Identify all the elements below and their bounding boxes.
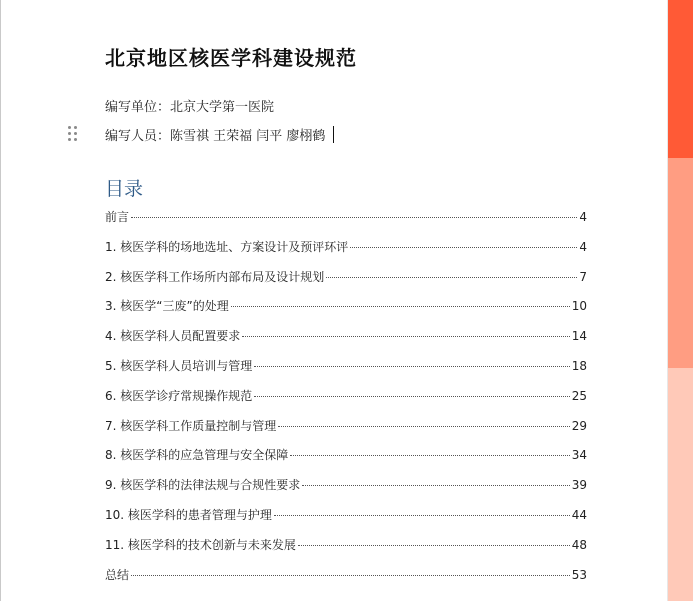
toc-leader — [290, 454, 569, 456]
toc-entry-title[interactable]: 2. 核医学科工作场所内部布局及设计规划 — [105, 269, 325, 284]
toc-entry-page[interactable]: 14 — [571, 329, 587, 344]
toc-entry[interactable] — [105, 536, 587, 566]
toc-entry-page[interactable]: 39 — [571, 478, 587, 493]
toc-leader — [254, 395, 569, 397]
toc-entry[interactable] — [105, 327, 587, 357]
side-decoration-strip — [668, 0, 693, 601]
toc-leader — [350, 246, 577, 248]
page-edge — [0, 0, 1, 601]
toc-entry[interactable] — [105, 297, 587, 327]
toc-entry[interactable] — [105, 417, 587, 447]
document-title[interactable]: 北京地区核医学科建设规范 — [105, 46, 357, 70]
toc-leader — [231, 305, 570, 307]
toc-entry[interactable] — [105, 446, 587, 476]
toc-entry-page[interactable]: 4 — [579, 210, 587, 224]
toc-entry[interactable] — [105, 387, 587, 417]
author-unit[interactable]: 编写单位：北京大学第一医院 — [105, 100, 275, 115]
toc-entry-title[interactable]: 10. 核医学科的患者管理与护理 — [105, 507, 272, 522]
toc-entry-page[interactable]: 34 — [571, 448, 587, 463]
toc-entry-title[interactable]: 9. 核医学科的法律法规与合规性要求 — [105, 478, 301, 493]
toc-entry[interactable] — [105, 268, 587, 298]
toc-entry-title[interactable]: 4. 核医学科人员配置要求 — [105, 329, 241, 344]
toc-entry[interactable] — [105, 566, 587, 596]
toc-leader — [254, 365, 569, 367]
toc-entry[interactable] — [105, 357, 587, 387]
toc-entry-page[interactable]: 53 — [571, 567, 587, 582]
toc-leader — [298, 544, 570, 546]
drag-handle-icon[interactable] — [68, 126, 78, 140]
table-of-contents — [105, 208, 587, 595]
toc-entry-page[interactable]: 29 — [571, 418, 587, 433]
toc-leader — [274, 514, 570, 516]
toc-entry-title[interactable]: 3. 核医学“三废”的处理 — [105, 299, 229, 314]
toc-heading[interactable]: 目录 — [105, 178, 144, 200]
toc-entry-title[interactable]: 7. 核医学科工作质量控制与管理 — [105, 418, 277, 433]
toc-entry-page[interactable]: 10 — [571, 299, 587, 314]
toc-entry-page[interactable]: 48 — [571, 537, 587, 552]
toc-entry-title[interactable]: 1. 核医学科的场地选址、方案设计及预评环评 — [105, 239, 349, 254]
toc-entry-title[interactable]: 5. 核医学科人员培训与管理 — [105, 358, 253, 373]
toc-leader — [242, 335, 569, 337]
toc-entry-page[interactable]: 44 — [571, 507, 587, 522]
author-list-text[interactable]: 编写人员：陈雪祺 王荣福 闫平 廖栩鹤 — [105, 129, 326, 144]
author-list[interactable] — [105, 125, 334, 144]
toc-entry-page[interactable]: 25 — [571, 388, 587, 403]
toc-leader — [278, 425, 569, 427]
toc-entry-page[interactable]: 18 — [571, 358, 587, 373]
text-cursor — [333, 126, 334, 143]
toc-entry-title[interactable]: 前言 — [105, 210, 130, 224]
toc-entry-title[interactable]: 11. 核医学科的技术创新与未来发展 — [105, 537, 296, 552]
toc-entry-title[interactable]: 总结 — [105, 567, 130, 582]
toc-entry[interactable] — [105, 208, 587, 238]
toc-entry[interactable] — [105, 238, 587, 268]
toc-entry-page[interactable]: 7 — [579, 269, 587, 284]
toc-entry-page[interactable]: 4 — [579, 239, 587, 254]
toc-entry[interactable] — [105, 476, 587, 506]
toc-entry[interactable] — [105, 506, 587, 536]
toc-leader — [131, 574, 570, 576]
toc-entry-title[interactable]: 8. 核医学科的应急管理与安全保障 — [105, 448, 289, 463]
toc-leader — [302, 484, 569, 486]
toc-leader — [326, 276, 577, 278]
toc-entry-title[interactable]: 6. 核医学诊疗常规操作规范 — [105, 388, 253, 403]
toc-leader — [131, 216, 577, 218]
